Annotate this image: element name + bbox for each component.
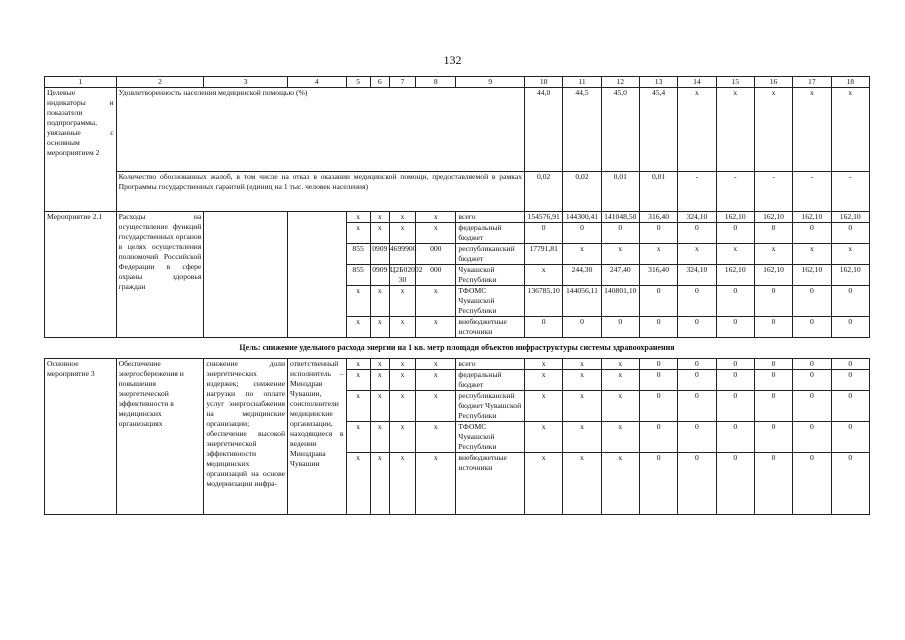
funding-value: 162,10 xyxy=(831,212,870,223)
funding-value: x xyxy=(525,422,563,453)
budget-code-cell: x xyxy=(389,212,415,223)
funding-value: 0 xyxy=(716,223,754,244)
budget-code-cell: x xyxy=(370,317,389,338)
header-cell: 1 xyxy=(45,77,117,88)
header-cell: 6 xyxy=(370,77,389,88)
funding-value: 0 xyxy=(754,422,792,453)
header-cell: 15 xyxy=(716,77,754,88)
funding-value: 0 xyxy=(793,286,831,317)
funding-value: 247,40 xyxy=(601,265,639,286)
budget-code-cell: x xyxy=(416,359,456,370)
funding-source: всего xyxy=(456,212,525,223)
funding-value: 0 xyxy=(716,391,754,422)
funding-value: x xyxy=(525,453,563,515)
funding-source: внебюджетные источники xyxy=(456,317,525,338)
indicator-value: - xyxy=(754,172,792,212)
header-cell: 3 xyxy=(204,77,288,88)
header-cell: 5 xyxy=(346,77,370,88)
budget-code-cell: x xyxy=(346,370,370,391)
funding-value: 0 xyxy=(831,370,870,391)
budget-code-cell: x xyxy=(416,286,456,317)
funding-value: 162,10 xyxy=(831,265,870,286)
header-cell: 10 xyxy=(525,77,563,88)
funding-value: 0 xyxy=(793,223,831,244)
indicator-value: - xyxy=(793,172,831,212)
funding-value: 316,40 xyxy=(639,212,677,223)
funding-value: x xyxy=(754,244,792,265)
budget-code-cell: x xyxy=(389,223,415,244)
funding-value: 0 xyxy=(831,422,870,453)
budget-code-cell: x xyxy=(346,317,370,338)
activity-description: Расходы на осуществление функций государственных органов в целях осуществления полномочий Российской Федерации в сфере охраны здоровья граждан xyxy=(116,212,204,338)
funding-value: 17791,81 xyxy=(525,244,563,265)
funding-value: 0 xyxy=(793,391,831,422)
funding-value: x xyxy=(639,244,677,265)
funding-value: x xyxy=(601,244,639,265)
funding-value: 0 xyxy=(601,317,639,338)
funding-value: 0 xyxy=(639,453,677,515)
budget-code-cell: x xyxy=(346,422,370,453)
indicator-value: 0,02 xyxy=(525,172,563,212)
budget-code-cell: x xyxy=(370,212,389,223)
funding-row xyxy=(45,359,870,370)
funding-value: x xyxy=(601,370,639,391)
funding-value: 0 xyxy=(716,422,754,453)
header-cell: 16 xyxy=(754,77,792,88)
budget-code-cell: 855 xyxy=(346,265,370,286)
activity-label: Мероприятие 2.1 xyxy=(45,212,117,338)
funding-value: x xyxy=(716,244,754,265)
indicator-value: 45,4 xyxy=(639,88,677,172)
funding-value: 0 xyxy=(831,359,870,370)
header-cell: 2 xyxy=(116,77,204,88)
funding-value: 0 xyxy=(793,370,831,391)
header-cell: 12 xyxy=(601,77,639,88)
funding-value: x xyxy=(601,453,639,515)
funding-value: x xyxy=(525,370,563,391)
funding-value: 0 xyxy=(678,370,716,391)
header-cell: 7 xyxy=(389,77,415,88)
header-cell: 13 xyxy=(639,77,677,88)
funding-value: 0 xyxy=(831,286,870,317)
budget-code-cell: x xyxy=(389,391,415,422)
funding-value: 0 xyxy=(831,453,870,515)
indicator-value: - xyxy=(831,172,870,212)
funding-value: x xyxy=(525,359,563,370)
funding-value: x xyxy=(563,391,601,422)
indicator-value: - xyxy=(716,172,754,212)
funding-source: республиканский бюджет Чувашской Республики xyxy=(456,391,525,422)
budget-code-cell: x xyxy=(389,453,415,515)
budget-code-cell: x xyxy=(416,422,456,453)
funding-value: 162,10 xyxy=(716,265,754,286)
budget-code-cell: x xyxy=(370,286,389,317)
budget-code-cell: x xyxy=(370,453,389,515)
budget-code-cell: 0909 xyxy=(370,244,389,265)
funding-value: 0 xyxy=(639,286,677,317)
funding-source: Чувашской Республики xyxy=(456,265,525,286)
funding-value: 0 xyxy=(754,223,792,244)
funding-source: федеральный бюджет xyxy=(456,370,525,391)
header-cell: 9 xyxy=(456,77,525,88)
indicator-value: x xyxy=(754,88,792,172)
indicator-text: Удовлетворенность населения медицинской помощью (%) xyxy=(116,88,524,172)
funding-value: x xyxy=(563,453,601,515)
funding-source: всего xyxy=(456,359,525,370)
budget-code-cell: x xyxy=(346,212,370,223)
funding-value: 0 xyxy=(563,317,601,338)
funding-value: 324,10 xyxy=(678,265,716,286)
funding-value: 0 xyxy=(678,223,716,244)
funding-value: 144056,11 xyxy=(563,286,601,317)
funding-value: x xyxy=(563,370,601,391)
funding-value: 0 xyxy=(639,317,677,338)
funding-value: x xyxy=(601,359,639,370)
funding-value: 162,10 xyxy=(754,212,792,223)
budget-code-cell: x xyxy=(370,422,389,453)
budget-code-cell: x xyxy=(346,453,370,515)
funding-value: 162,10 xyxy=(754,265,792,286)
funding-value: 0 xyxy=(754,391,792,422)
funding-value: x xyxy=(563,359,601,370)
funding-value: 154576,91 xyxy=(525,212,563,223)
header-cell: 18 xyxy=(831,77,870,88)
funding-value: x xyxy=(563,422,601,453)
funding-value: 0 xyxy=(754,317,792,338)
funding-value: 0 xyxy=(678,359,716,370)
funding-value: 140801,10 xyxy=(601,286,639,317)
indicator-value: x xyxy=(678,88,716,172)
funding-value: 0 xyxy=(793,453,831,515)
budget-code-cell: x xyxy=(370,223,389,244)
budget-code-cell: Ц2Б02002 30 xyxy=(389,265,423,284)
budget-code-cell: x xyxy=(370,391,389,422)
funding-value: x xyxy=(793,244,831,265)
budget-code-cell: x xyxy=(389,359,415,370)
funding-value: 0 xyxy=(716,359,754,370)
funding-value: 0 xyxy=(639,359,677,370)
indicator-value: 45,0 xyxy=(601,88,639,172)
funding-value: 0 xyxy=(601,223,639,244)
budget-code-cell: 000 xyxy=(416,265,456,286)
activity-label: Основное мероприятие 3 xyxy=(45,359,117,515)
budget-code-cell: x xyxy=(346,359,370,370)
program-table xyxy=(44,76,870,515)
funding-value: x xyxy=(601,391,639,422)
funding-value: 0 xyxy=(525,317,563,338)
funding-value: 316,40 xyxy=(639,265,677,286)
activity-executors: ответственный исполнитель – Минздрав Чувашии, соисполнители медицинские организации, находящиеся в ведении Минздрава Чувашии xyxy=(288,359,346,515)
budget-code-cell: x xyxy=(416,391,456,422)
budget-code-cell: x xyxy=(416,212,456,223)
funding-value: 136785,10 xyxy=(525,286,563,317)
goal-row xyxy=(45,338,870,359)
budget-code-cell: x xyxy=(346,391,370,422)
funding-value: 0 xyxy=(678,422,716,453)
funding-value: 0 xyxy=(563,223,601,244)
activity-executors xyxy=(288,212,346,338)
budget-code-cell: x xyxy=(389,422,415,453)
indicator-value: x xyxy=(793,88,831,172)
funding-value: 0 xyxy=(716,286,754,317)
funding-value: 0 xyxy=(754,370,792,391)
header-cell: 11 xyxy=(563,77,601,88)
funding-value: 0 xyxy=(678,317,716,338)
budget-code-cell: x xyxy=(370,359,389,370)
header-cell: 14 xyxy=(678,77,716,88)
funding-value: 0 xyxy=(639,223,677,244)
budget-code-cell: 0909 xyxy=(370,265,389,286)
funding-value: 324,10 xyxy=(678,212,716,223)
activity-effects xyxy=(204,212,288,338)
funding-value: 162,10 xyxy=(716,212,754,223)
indicator-value: 44,0 xyxy=(525,88,563,172)
funding-value: x xyxy=(525,391,563,422)
funding-source: республиканский бюджет xyxy=(456,244,525,265)
indicator-value: x xyxy=(716,88,754,172)
budget-code-cell: x xyxy=(416,317,456,338)
funding-value: 0 xyxy=(754,359,792,370)
indicator-row xyxy=(45,172,870,212)
funding-value: 0 xyxy=(831,317,870,338)
funding-value: x xyxy=(525,265,563,286)
budget-code-cell: x xyxy=(370,370,389,391)
indicator-value: 0,01 xyxy=(601,172,639,212)
indicator-value: 44,5 xyxy=(563,88,601,172)
funding-value: x xyxy=(563,244,601,265)
funding-value: 0 xyxy=(678,286,716,317)
funding-value: x xyxy=(678,244,716,265)
funding-value: 0 xyxy=(716,370,754,391)
funding-source: федеральный бюджет xyxy=(456,223,525,244)
funding-value: x xyxy=(601,422,639,453)
indicator-value: 0,01 xyxy=(639,172,677,212)
budget-code-cell: x xyxy=(389,317,415,338)
budget-code-cell: x xyxy=(416,223,456,244)
indicator-value: 0,02 xyxy=(563,172,601,212)
funding-value: 0 xyxy=(678,453,716,515)
budget-code-cell: 4699900 xyxy=(389,244,415,265)
budget-code-cell: x xyxy=(346,286,370,317)
budget-code-cell: x xyxy=(389,370,415,391)
column-number-row xyxy=(45,77,870,88)
header-cell: 8 xyxy=(416,77,456,88)
indicator-row xyxy=(45,88,870,172)
funding-value: 0 xyxy=(831,223,870,244)
funding-value: 0 xyxy=(639,422,677,453)
funding-value: 0 xyxy=(793,422,831,453)
funding-value: 0 xyxy=(831,391,870,422)
funding-source: ТФОМС Чувашской Республики xyxy=(456,286,525,317)
activity-description: Обеспечение энергосбережения и повышения энергетической эффективности в медицинских организациях xyxy=(116,359,204,515)
budget-code-cell: x xyxy=(416,370,456,391)
indicator-text: Количество обоснованных жалоб, в том числе на отказ в оказании медицинской помощи, предоставляемой в рамках Программы государственных гарантий (единиц на 1 тыс. человек населения) xyxy=(116,172,524,212)
funding-value: 0 xyxy=(793,359,831,370)
indicators-label: Целевые индикаторы и показатели подпрограммы, увязанные с основным мероприятием 2 xyxy=(45,88,117,212)
budget-code-cell: x xyxy=(416,453,456,515)
funding-value: 0 xyxy=(639,391,677,422)
budget-code-cell: x xyxy=(346,223,370,244)
funding-value: 141048,50 xyxy=(601,212,639,223)
budget-code-cell: 855 xyxy=(346,244,370,265)
funding-value: 0 xyxy=(754,286,792,317)
funding-value: 144300,41 xyxy=(563,212,601,223)
budget-code-cell: x xyxy=(389,286,415,317)
funding-value: 244,30 xyxy=(563,265,601,286)
header-cell: 17 xyxy=(793,77,831,88)
page-number: 132 xyxy=(443,53,462,67)
funding-value: 162,10 xyxy=(793,212,831,223)
funding-value: 0 xyxy=(639,370,677,391)
indicator-value: - xyxy=(678,172,716,212)
funding-source: ТФОМС Чувашской Республики xyxy=(456,422,525,453)
funding-value: 0 xyxy=(525,223,563,244)
funding-row xyxy=(45,212,870,223)
budget-code-cell: 000 xyxy=(416,244,456,265)
funding-source: внебюджетные источники xyxy=(456,453,525,515)
indicator-value: x xyxy=(831,88,870,172)
header-cell: 4 xyxy=(288,77,346,88)
goal-heading: Цель: снижение удельного расхода энергии на 1 кв. метр площади объектов инфраструктуры системы здравоохранения xyxy=(45,338,870,359)
funding-value: 0 xyxy=(793,317,831,338)
funding-value: 0 xyxy=(678,391,716,422)
funding-value: 0 xyxy=(754,453,792,515)
activity-effects: снижение доли энергетических издержек; снижение нагрузки по оплате услуг энергоснабжения на медицинские организации; обеспечение высокой энергетической эффективности медицинских организаций на основе модернизации инфра- xyxy=(204,359,288,515)
funding-value: x xyxy=(831,244,870,265)
funding-value: 162,10 xyxy=(793,265,831,286)
funding-value: 0 xyxy=(716,317,754,338)
funding-value: 0 xyxy=(716,453,754,515)
